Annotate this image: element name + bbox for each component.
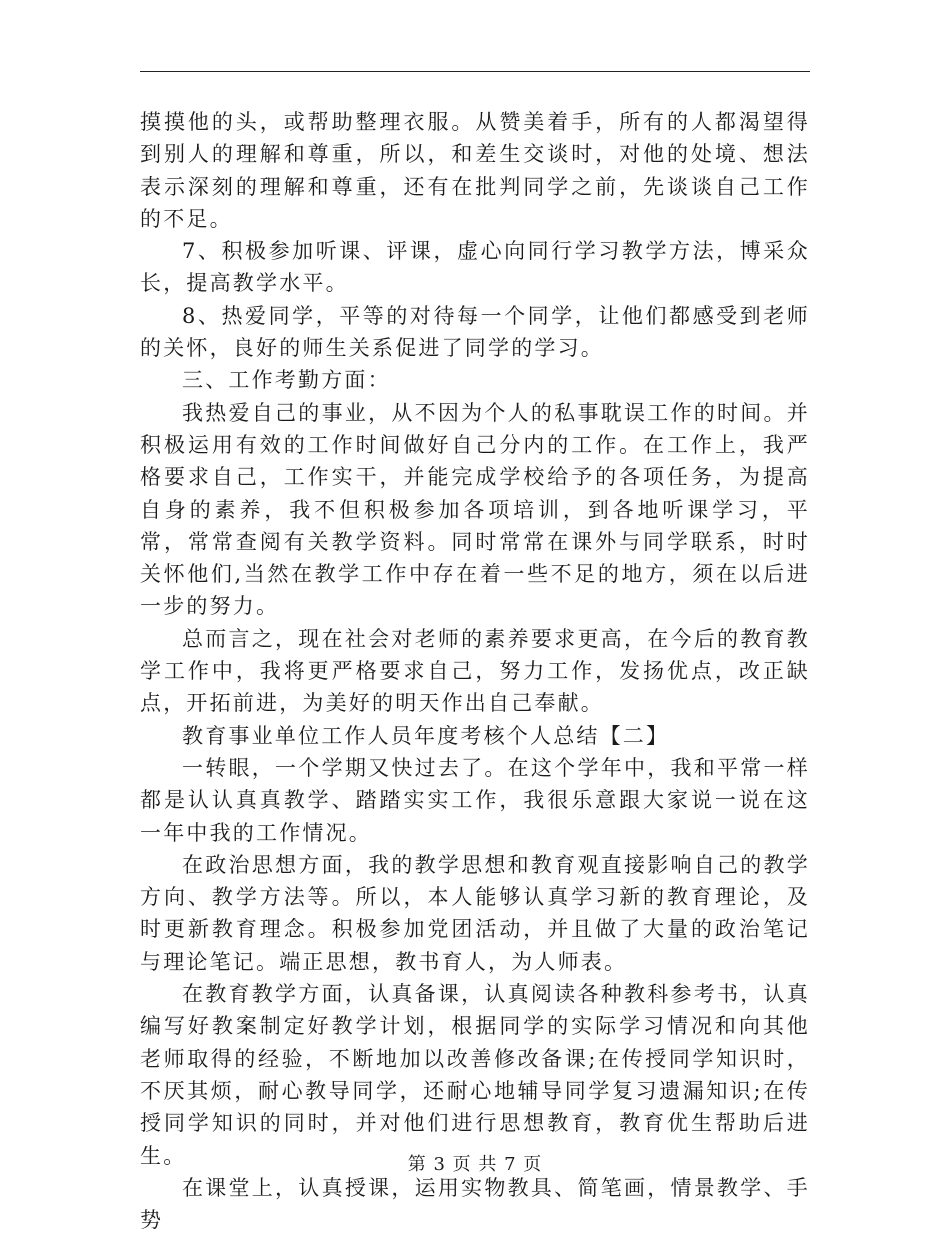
paragraph: 一转眼，一个学期又快过去了。在这个学年中，我和平常一样都是认认真真教学、踏踏实实工作，我很乐意跟大家说一说在这一年中我的工作情况。 <box>140 755 810 845</box>
paragraph: 我热爱自己的事业，从不因为个人的私事耽误工作的时间。并积极运用有效的工作时间做好自己分内的工作。在工作上，我严格要求自己，工作实干，并能完成学校给予的各项任务，为提高自身的素养，我不但积极参加各项培训，到各地听课学习，平常，常常查阅有关教学资料。同时常常在课外与同学联系，时时关怀他们,当然在教学工作中存在着一些不足的地方，须在以后进一步的努力。 <box>140 400 810 619</box>
page-number-footer: 第 3 页 共 7 页 <box>407 1154 543 1175</box>
paragraph: 在教育教学方面，认真备课，认真阅读各种教科参考书，认真编写好教案制定好教学计划，根据同学的实际学习情况和向其他老师取得的经验，不断地加以改善修改备课;在传授同学知识时，不厌其烦，耐心教导同学，还耐心地辅导同学复习遗漏知识;在传授同学知识的同时，并对他们进行思想教育，教育优生帮助后进生。 <box>140 982 810 1168</box>
paragraph: 摸摸他的头，或帮助整理衣服。从赞美着手，所有的人都渴望得到别人的理解和尊重，所以，和差生交谈时，对他的处境、想法表示深刻的理解和尊重，还有在批判同学之前，先谈谈自己工作的不足。 <box>140 110 810 231</box>
document-subtitle: 教育事业单位工作人员年度考核个人总结【二】 <box>182 723 670 748</box>
header-rule <box>140 71 810 72</box>
document-body <box>140 106 810 1236</box>
paragraph: 在政治思想方面，我的教学思想和教育观直接影响自己的教学方向、教学方法等。所以，本人能够认真学习新的教育理论，及时更新教育理念。积极参加党团活动，并且做了大量的政治笔记与理论笔记。端正思想，教书育人，为人师表。 <box>140 852 810 974</box>
section-heading: 三、工作考勤方面： <box>182 368 391 393</box>
paragraph: 在课堂上，认真授课，运用实物教具、简笔画，情景教学、手势 <box>140 1175 810 1233</box>
paragraph: 8、热爱同学，平等的对待每一个同学，让他们都感受到老师的关怀，良好的师生关系促进了同学的学习。 <box>140 303 810 361</box>
paragraph: 7、积极参加听课、评课，虚心向同行学习教学方法，博采众长，提高教学水平。 <box>140 239 810 296</box>
paragraph: 总而言之，现在社会对老师的素养要求更高，在今后的教育教学工作中，我将更严格要求自己，努力工作，发扬优点，改正缺点，开拓前进，为美好的明天作出自己奉献。 <box>140 626 810 716</box>
